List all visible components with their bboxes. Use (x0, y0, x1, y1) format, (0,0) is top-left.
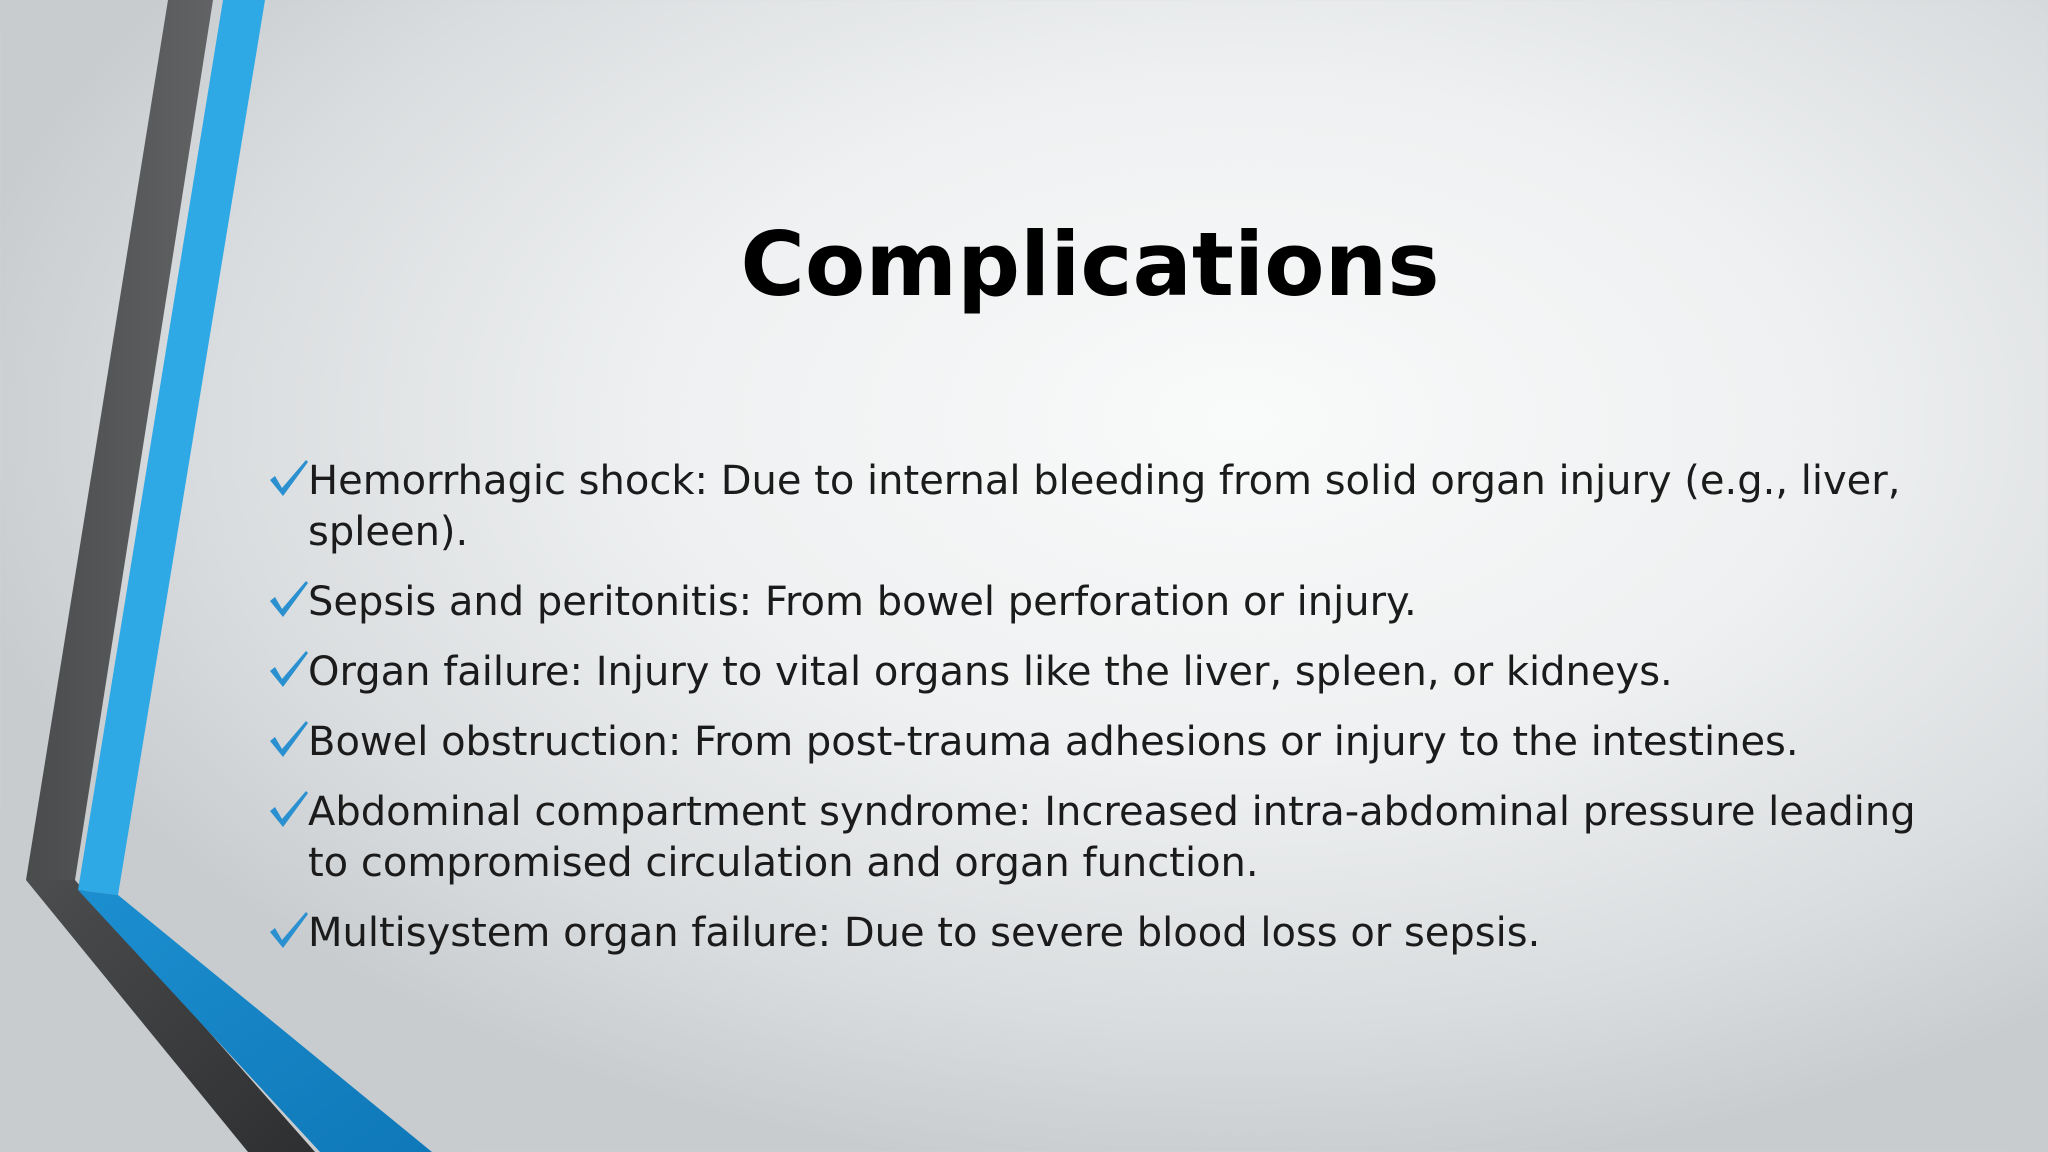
list-item (268, 787, 1928, 889)
checkmark-icon (268, 910, 310, 952)
bullet-text: Multisystem organ failure: Due to severe blood loss or sepsis. (308, 910, 1541, 956)
bullet-list (268, 456, 1928, 978)
checkmark-icon (268, 719, 310, 761)
list-item (268, 577, 1928, 628)
bullet-text: Organ failure: Injury to vital organs like the liver, spleen, or kidneys. (308, 649, 1673, 695)
bullet-text: Hemorrhagic shock: Due to internal bleeding from solid organ injury (e.g., liver, spleen). (308, 458, 1901, 555)
checkmark-icon (268, 649, 310, 691)
list-item (268, 647, 1928, 698)
list-item (268, 908, 1928, 959)
slide-title: Complications (740, 213, 1440, 316)
bullet-text: Bowel obstruction: From post-trauma adhesions or injury to the intestines. (308, 719, 1799, 765)
bullet-text: Abdominal compartment syndrome: Increased intra-abdominal pressure leading to compromised circulation and organ function. (308, 789, 1916, 886)
checkmark-icon (268, 458, 310, 500)
bullet-text: Sepsis and peritonitis: From bowel perforation or injury. (308, 579, 1417, 625)
checkmark-icon (268, 579, 310, 621)
list-item (268, 456, 1928, 558)
checkmark-icon (268, 789, 310, 831)
list-item (268, 717, 1928, 768)
